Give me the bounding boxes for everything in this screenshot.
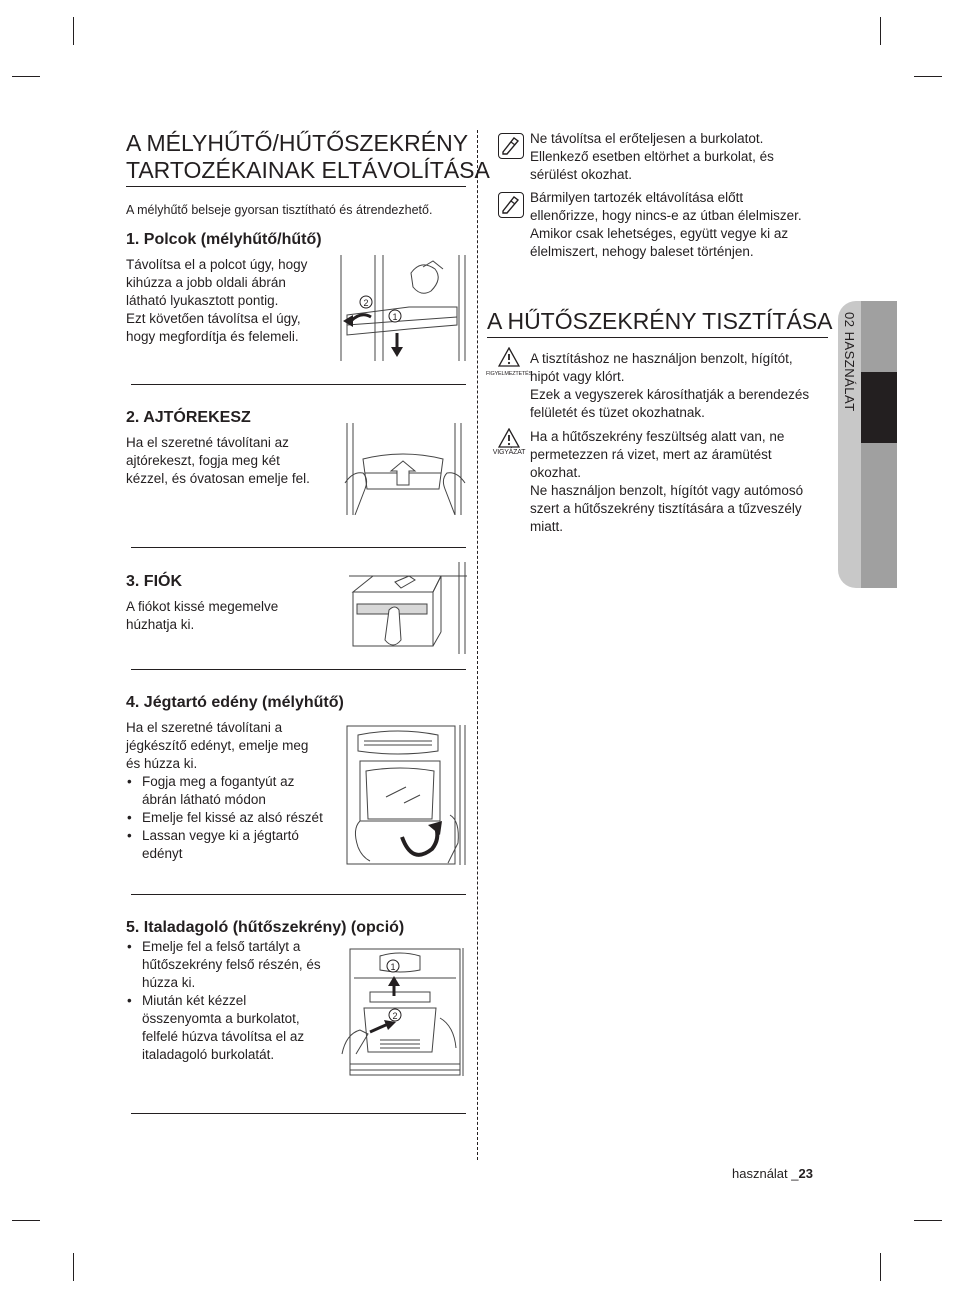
section-title-door-bin: 2. AJTÓREKESZ — [126, 409, 251, 426]
section-title-ice-bucket: 4. Jégtartó edény (mélyhűtő) — [126, 694, 344, 711]
crop-mark — [73, 17, 74, 45]
text-line: Emelje fel a felső tartályt a — [142, 939, 301, 954]
intro-text: A mélyhűtő belseje gyorsan tisztítható és átrendezhető. — [126, 203, 433, 217]
text-line: kézzel, és óvatosan emelje fel. — [126, 471, 310, 486]
crop-mark — [880, 17, 881, 45]
section-title-dispenser: 5. Italadagoló (hűtőszekrény) (opció) — [126, 919, 405, 936]
text-line: Bármilyen tartozék eltávolítása előtt — [530, 190, 744, 205]
text-line: Ezek a vegyszerek károsíthatják a berendezés — [530, 387, 810, 402]
text-line: Ha a hűtőszekrény feszültség alatt van, ne — [530, 429, 785, 444]
text-line: Ne használjon benzolt, hígítót vagy autómosó — [530, 483, 804, 498]
note-icon — [498, 192, 524, 218]
caution-triangle-icon — [498, 428, 520, 448]
door-bin-illustration — [343, 423, 467, 515]
section-separator — [131, 894, 466, 895]
text-line: Emelje fel kissé az alsó részét — [142, 810, 323, 825]
crop-mark — [914, 1220, 942, 1221]
list-item — [126, 773, 341, 809]
dispenser-marker-2: 2 — [392, 1011, 398, 1021]
warning-label: FIGYELMEZTETÉS — [486, 371, 533, 377]
text-line: okozhat. — [530, 465, 582, 480]
crop-mark — [73, 1253, 74, 1281]
section-text-dispenser — [126, 938, 341, 1064]
text-line: kihúzza a jobb oldali ábrán — [126, 275, 286, 290]
warning-triangle-icon — [498, 347, 520, 367]
text-line: Amikor csak lehetséges, együtt vegye ki az — [530, 226, 789, 241]
text-line: szert a hűtőszekrény tisztítására a tűzveszély — [530, 501, 802, 516]
section-text-drawer — [126, 598, 341, 634]
note-text-accessories — [530, 189, 830, 261]
text-line: A tisztításhoz ne használjon benzolt, hígítót, — [530, 351, 793, 366]
text-line: ellenőrizze, hogy nincs-e az útban élelmiszer. — [530, 208, 802, 223]
title-rule — [126, 186, 466, 187]
text-line: látható lyukasztott pontig. — [126, 293, 279, 308]
text-line: edényt — [142, 846, 183, 861]
text-line: ajtórekeszt, fogja meg két — [126, 453, 280, 468]
dispenser-illustration — [340, 948, 467, 1076]
dispenser-marker-1: 1 — [390, 962, 396, 972]
warning-text-chemicals — [530, 350, 830, 422]
section-separator — [131, 547, 466, 548]
page-footer — [732, 1166, 813, 1181]
drawer-illustration — [349, 562, 467, 654]
text-line: összenyomta a burkolatot, — [142, 1011, 300, 1026]
crop-mark — [12, 76, 40, 77]
pencil-icon — [499, 134, 522, 157]
text-line: Fogja meg a fogantyút az — [142, 774, 295, 789]
section-text-shelves — [126, 256, 341, 346]
caution-label: VIGYÁZAT — [492, 449, 526, 456]
shelf-marker-1: 1 — [392, 312, 398, 322]
ice-bucket-steps — [126, 773, 341, 863]
pencil-icon — [499, 193, 522, 216]
text-line: húzza ki. — [142, 975, 196, 990]
list-item — [126, 809, 341, 827]
dispenser-steps — [126, 938, 341, 1064]
text-line: Ellenkező esetben eltörhet a burkolat, és — [530, 149, 774, 164]
text-line: és húzza ki. — [126, 756, 198, 771]
warning-text-electric — [530, 428, 830, 536]
text-line: Ha el szeretné távolítani a — [126, 720, 283, 735]
list-item — [126, 938, 341, 992]
text-line: Távolítsa el a polcot úgy, hogy — [126, 257, 308, 272]
cleaning-title: A HŰTŐSZEKRÉNY TISZTÍTÁSA — [487, 308, 833, 334]
crop-mark — [12, 1220, 40, 1221]
section-separator — [131, 384, 466, 385]
text-line: jégkészítő edényt, emelje meg — [126, 738, 309, 753]
page-title-line1: A MÉLYHŰTŐ/HŰTŐSZEKRÉNY — [126, 130, 469, 156]
footer-label: használat _ — [732, 1166, 799, 1181]
chapter-tab-active — [861, 372, 897, 443]
text-line: húzhatja ki. — [126, 617, 195, 632]
note-icon — [498, 133, 524, 159]
section-title-drawer: 3. FIÓK — [126, 573, 183, 590]
list-item — [126, 827, 341, 863]
text-line: Lassan vegye ki a jégtartó — [142, 828, 299, 843]
text-line: hogy megfordítja és felemeli. — [126, 329, 299, 344]
list-item — [126, 992, 341, 1064]
text-line: élelmiszert, nehogy baleset történjen. — [530, 244, 754, 259]
page-title — [126, 130, 490, 184]
section-title-shelves: 1. Polcok (mélyhűtő/hűtő) — [126, 231, 322, 248]
section-text-door-bin — [126, 434, 341, 488]
ice-bucket-illustration — [346, 725, 467, 865]
title-rule — [487, 337, 828, 338]
text-line: felfelé húzva távolítsa el az — [142, 1029, 305, 1044]
text-line: miatt. — [530, 519, 564, 534]
text-line: italadagoló burkolatát. — [142, 1047, 275, 1062]
column-divider — [477, 130, 478, 1160]
text-line: Ne távolítsa el erőteljesen a burkolatot. — [530, 131, 764, 146]
text-line: permetezzen rá vizet, mert az áramütést — [530, 447, 772, 462]
text-line: sérülést okozhat. — [530, 167, 633, 182]
page-number: 23 — [798, 1166, 813, 1181]
note-text-cover — [530, 130, 830, 184]
text-line: hipót vagy klórt. — [530, 369, 625, 384]
chapter-tab-label: 02 HASZNÁLAT — [842, 312, 857, 412]
shelf-removal-illustration — [339, 255, 467, 361]
section-text-ice-bucket — [126, 719, 341, 863]
text-line: Ezt követően távolítsa el úgy, — [126, 311, 301, 326]
text-line: ábrán látható módon — [142, 792, 266, 807]
section-separator — [131, 1113, 466, 1114]
crop-mark — [914, 76, 942, 77]
crop-mark — [880, 1253, 881, 1281]
text-line: Miután két kézzel — [142, 993, 247, 1008]
chapter-tab-gray — [861, 301, 897, 588]
text-line: felületét és tüzet okozhatnak. — [530, 405, 705, 420]
text-line: hűtőszekrény felső részén, és — [142, 957, 321, 972]
shelf-marker-2: 2 — [363, 298, 369, 308]
page-title-line2: TARTOZÉKAINAK ELTÁVOLÍTÁSA — [126, 157, 490, 183]
section-separator — [131, 669, 466, 670]
text-line: A fiókot kissé megemelve — [126, 599, 279, 614]
text-line: Ha el szeretné távolítani az — [126, 435, 289, 450]
